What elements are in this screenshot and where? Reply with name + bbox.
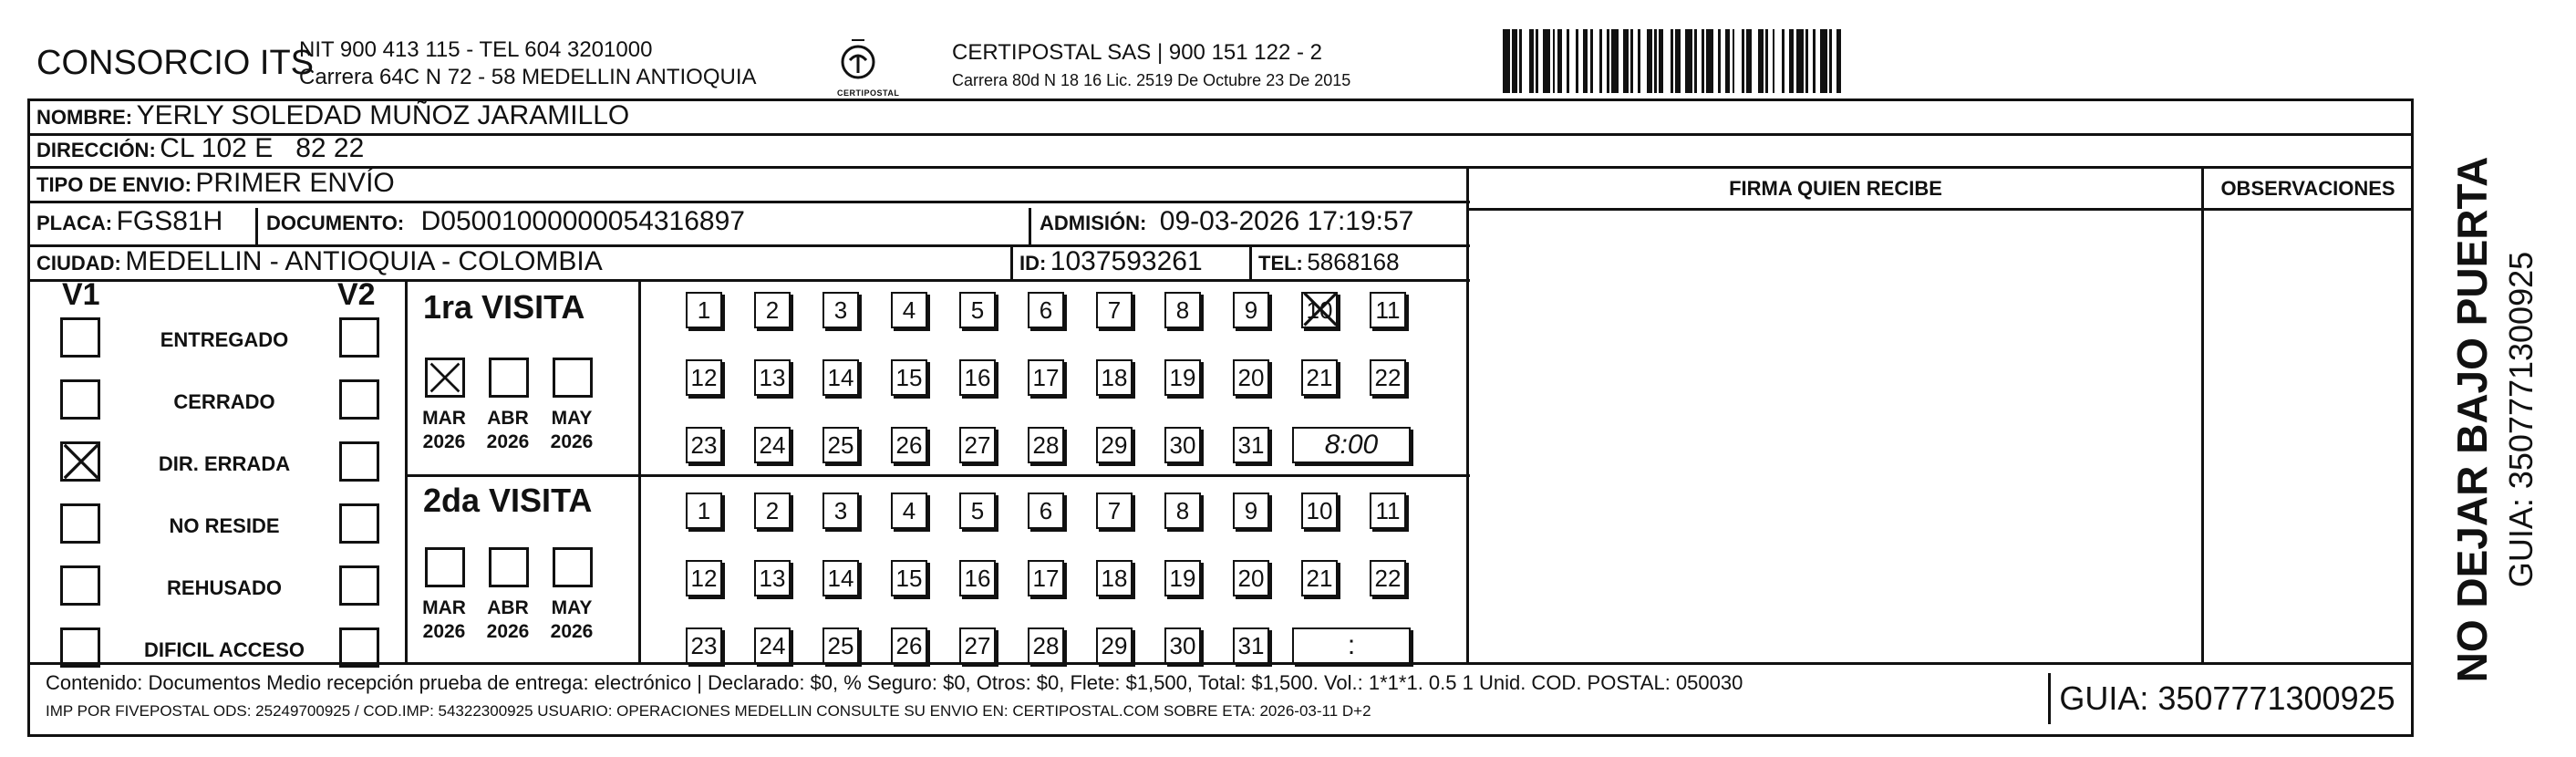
month-checkbox[interactable] xyxy=(553,547,593,587)
barcode-bar xyxy=(1774,29,1782,93)
first-visit-day[interactable]: 29 xyxy=(1096,427,1133,463)
company-contact xyxy=(299,36,757,91)
first-visit-day[interactable]: 2 xyxy=(754,292,791,328)
ciudad-label: CIUDAD: xyxy=(36,252,121,275)
month-year: 2026 xyxy=(486,621,530,642)
first-visit-day[interactable]: 10 xyxy=(1301,292,1338,328)
observaciones-title: OBSERVACIONES xyxy=(2220,177,2395,200)
second-visit-day[interactable]: 13 xyxy=(754,560,791,596)
second-visit-day[interactable]: 12 xyxy=(686,560,722,596)
second-visit-day[interactable]: 15 xyxy=(891,560,927,596)
status-label: CERRADO xyxy=(173,390,275,413)
first-visit-day[interactable]: 6 xyxy=(1028,292,1064,328)
second-visit-day[interactable]: 25 xyxy=(822,627,859,664)
barcode-bar xyxy=(1820,29,1827,93)
barcode xyxy=(1503,29,2178,93)
direccion-field xyxy=(36,133,364,164)
second-visit-day[interactable]: 19 xyxy=(1164,560,1201,596)
month-year: 2026 xyxy=(422,621,466,642)
second-visit-day[interactable]: 22 xyxy=(1370,560,1406,596)
second-visit-time-box[interactable]: : xyxy=(1292,627,1411,664)
first-visit-day[interactable]: 21 xyxy=(1301,359,1338,396)
side-panel xyxy=(2416,100,2571,739)
first-visit-day[interactable]: 11 xyxy=(1370,292,1406,328)
direccion-value: CL 102 E 82 22 xyxy=(160,133,365,163)
month-year: 2026 xyxy=(422,431,466,452)
address-line: Carrera 64C N 72 - 58 MEDELLIN ANTIOQUIA xyxy=(299,65,757,89)
placa-label: PLACA: xyxy=(36,212,113,234)
tipo-label: TIPO DE ENVIO: xyxy=(36,173,191,196)
first-visit-day[interactable]: 5 xyxy=(959,292,996,328)
barcode-bar xyxy=(1663,29,1671,93)
tipo-value: PRIMER ENVÍO xyxy=(195,168,395,198)
second-visit-day[interactable]: 29 xyxy=(1096,627,1133,664)
id-field xyxy=(1019,246,1203,277)
second-visit-day[interactable]: 8 xyxy=(1164,493,1201,529)
contenido-line: Contenido: Documentos Medio recepción prueba de entrega: electrónico | Declarado: $0, % Seguro: $0, Otros: $0, Flete: $1,500, Total: $1,500. Vol.: 1*1*1. 0.5 1 Unid. COD. POSTAL: 050030 xyxy=(46,671,1743,694)
second-visit-day[interactable]: 17 xyxy=(1028,560,1064,596)
status-label: DIFICIL ACCESO xyxy=(143,638,305,661)
second-visit-day[interactable]: 6 xyxy=(1028,493,1064,529)
first-visit-time-box[interactable]: 8:00 xyxy=(1292,427,1411,463)
v1-checkbox[interactable] xyxy=(60,565,100,606)
month-label xyxy=(412,596,476,644)
v2-checkbox[interactable] xyxy=(339,565,379,606)
admision-field xyxy=(1040,206,1413,237)
documento-label: DOCUMENTO: xyxy=(266,212,405,234)
first-visit-day[interactable]: 27 xyxy=(959,427,996,463)
no-dejar-warning: NO DEJAR BAJO PUERTA xyxy=(2448,156,2496,683)
barcode-bar xyxy=(1611,29,1619,93)
side-guia: GUIA: 3507771300925 xyxy=(2502,251,2540,588)
month-label xyxy=(540,407,604,454)
admision-label: ADMISIÓN: xyxy=(1040,212,1147,234)
second-visit-day[interactable]: 28 xyxy=(1028,627,1064,664)
first-visit-day[interactable]: 13 xyxy=(754,359,791,396)
second-visit-day[interactable]: 5 xyxy=(959,493,996,529)
v1-checkbox[interactable] xyxy=(60,379,100,420)
second-visit-day[interactable]: 27 xyxy=(959,627,996,664)
first-visit-day[interactable]: 15 xyxy=(891,359,927,396)
v1-header: V1 xyxy=(62,277,100,312)
status-label: DIR. ERRADA xyxy=(158,452,291,475)
v2-checkbox[interactable] xyxy=(339,441,379,482)
status-label: REHUSADO xyxy=(167,576,282,599)
v2-checkbox[interactable] xyxy=(339,503,379,544)
certipostal-line: CERTIPOSTAL SAS | 900 151 122 - 2 xyxy=(952,40,1322,65)
second-visit-day[interactable]: 23 xyxy=(686,627,722,664)
first-visit-title: 1ra VISITA xyxy=(423,288,585,326)
observaciones-area[interactable] xyxy=(2205,212,2411,660)
v2-checkbox[interactable] xyxy=(339,627,379,668)
second-visit-day[interactable]: 11 xyxy=(1370,493,1406,529)
guia-footer: GUIA: 3507771300925 xyxy=(2048,673,2404,724)
month-checkbox[interactable] xyxy=(553,358,593,398)
company-name: CONSORCIO ITS xyxy=(36,44,315,82)
second-visit-day[interactable]: 30 xyxy=(1164,627,1201,664)
second-visit-day[interactable]: 18 xyxy=(1096,560,1133,596)
first-visit-day[interactable]: 16 xyxy=(959,359,996,396)
first-visit-day[interactable]: 4 xyxy=(891,292,927,328)
first-visit-day[interactable]: 24 xyxy=(754,427,791,463)
first-visit-day[interactable]: 28 xyxy=(1028,427,1064,463)
month-name: ABR xyxy=(487,597,529,618)
tel-field xyxy=(1258,248,1400,276)
direccion-label: DIRECCIÓN: xyxy=(36,139,156,161)
second-visit-day[interactable]: 4 xyxy=(891,493,927,529)
second-visit-day[interactable]: 3 xyxy=(822,493,859,529)
documento-field xyxy=(266,206,745,237)
first-visit-day[interactable]: 19 xyxy=(1164,359,1201,396)
month-name: MAY xyxy=(551,597,593,618)
month-year: 2026 xyxy=(486,431,530,452)
barcode-bar xyxy=(1752,29,1759,93)
admision-value: 09-03-2026 17:19:57 xyxy=(1159,206,1414,236)
second-visit-day[interactable]: 16 xyxy=(959,560,996,596)
month-label xyxy=(540,596,604,644)
placa-field xyxy=(36,206,222,237)
tel-label: TEL: xyxy=(1258,252,1303,275)
month-label xyxy=(476,407,540,454)
month-label xyxy=(476,596,540,644)
second-visit-day[interactable]: 9 xyxy=(1233,493,1269,529)
second-visit-day[interactable]: 1 xyxy=(686,493,722,529)
barcode-bar xyxy=(1569,29,1577,93)
nombre-field xyxy=(36,100,629,131)
first-visit-day[interactable]: 12 xyxy=(686,359,722,396)
ciudad-field xyxy=(36,246,603,277)
barcode-bar xyxy=(1685,29,1692,93)
v1-checkbox[interactable] xyxy=(60,441,100,482)
barcode-bar xyxy=(1503,29,1510,93)
nombre-label: NOMBRE: xyxy=(36,106,133,129)
first-visit-day[interactable]: 30 xyxy=(1164,427,1201,463)
month-label xyxy=(412,407,476,454)
tel-value: 5868168 xyxy=(1307,248,1400,275)
v2-checkbox[interactable] xyxy=(339,379,379,420)
v2-checkbox[interactable] xyxy=(339,317,379,358)
first-visit-day[interactable]: 25 xyxy=(822,427,859,463)
month-checkbox[interactable] xyxy=(425,547,465,587)
second-visit-day[interactable]: 7 xyxy=(1096,493,1133,529)
first-visit-day[interactable]: 8 xyxy=(1164,292,1201,328)
first-visit-day[interactable]: 31 xyxy=(1233,427,1269,463)
barcode-bar xyxy=(1796,29,1804,93)
tipo-field xyxy=(36,168,395,199)
v1-checkbox[interactable] xyxy=(60,627,100,668)
first-visit-day[interactable]: 17 xyxy=(1028,359,1064,396)
month-name: MAR xyxy=(422,408,466,429)
month-name: ABR xyxy=(487,408,529,429)
firma-title: FIRMA QUIEN RECIBE xyxy=(1729,177,1942,200)
month-year: 2026 xyxy=(550,621,594,642)
imp-line: IMP POR FIVEPOSTAL ODS: 25249700925 / COD.IMP: 54322300925 USUARIO: OPERACIONES MEDELLIN CONSULTE SU ENVIO EN: CERTIPOSTAL.COM SOBRE ETA: 2026-03-11 D+2 xyxy=(46,702,1371,720)
month-checkbox[interactable] xyxy=(489,358,529,398)
first-visit-day[interactable]: 14 xyxy=(822,359,859,396)
second-visit-day[interactable]: 21 xyxy=(1301,560,1338,596)
nit-line: NIT 900 413 115 - TEL 604 3201000 xyxy=(299,37,653,62)
barcode-bar xyxy=(1706,29,1713,93)
second-visit-day[interactable]: 31 xyxy=(1233,627,1269,664)
id-value: 1037593261 xyxy=(1050,246,1203,276)
certipostal-logo-icon xyxy=(832,36,885,88)
month-year: 2026 xyxy=(550,431,594,452)
barcode-bar xyxy=(1841,29,1844,93)
status-label: NO RESIDE xyxy=(169,514,280,537)
barcode-bar xyxy=(1734,29,1742,93)
second-visit-day[interactable]: 24 xyxy=(754,627,791,664)
first-visit-day[interactable]: 18 xyxy=(1096,359,1133,396)
barcode-bar xyxy=(1522,29,1529,93)
second-visit-day[interactable]: 2 xyxy=(754,493,791,529)
month-checkbox[interactable] xyxy=(425,358,465,398)
month-name: MAY xyxy=(551,408,593,429)
first-visit-day[interactable]: 26 xyxy=(891,427,927,463)
status-label: ENTREGADO xyxy=(160,328,289,351)
first-visit-day[interactable]: 7 xyxy=(1096,292,1133,328)
nombre-value: YERLY SOLEDAD MUÑOZ JARAMILLO xyxy=(136,100,630,130)
first-visit-day[interactable]: 23 xyxy=(686,427,722,463)
first-visit-day[interactable]: 3 xyxy=(822,292,859,328)
month-name: MAR xyxy=(422,597,466,618)
barcode-bar xyxy=(1640,29,1648,93)
id-label: ID: xyxy=(1019,252,1047,275)
v1-checkbox[interactable] xyxy=(60,317,100,358)
first-visit-day[interactable]: 20 xyxy=(1233,359,1269,396)
first-visit-day[interactable]: 1 xyxy=(686,292,722,328)
second-visit-day[interactable]: 10 xyxy=(1301,493,1338,529)
certipostal-address: Carrera 80d N 18 16 Lic. 2519 De Octubre 23 De 2015 xyxy=(952,71,1351,89)
v2-header: V2 xyxy=(337,277,376,312)
second-visit-day[interactable]: 26 xyxy=(891,627,927,664)
first-visit-day[interactable]: 9 xyxy=(1233,292,1269,328)
placa-value: FGS81H xyxy=(116,206,223,236)
logo-caption: CERTIPOSTAL xyxy=(837,88,900,98)
barcode-bar xyxy=(1543,29,1550,93)
second-visit-title: 2da VISITA xyxy=(423,482,593,519)
barcode-bar xyxy=(1593,29,1600,93)
first-visit-day[interactable]: 22 xyxy=(1370,359,1406,396)
month-checkbox[interactable] xyxy=(489,547,529,587)
documento-value: D05001000000054316897 xyxy=(420,206,745,236)
v1-checkbox[interactable] xyxy=(60,503,100,544)
second-visit-day[interactable]: 14 xyxy=(822,560,859,596)
signature-area[interactable] xyxy=(1470,212,2199,660)
second-visit-day[interactable]: 20 xyxy=(1233,560,1269,596)
ciudad-value: MEDELLIN - ANTIOQUIA - COLOMBIA xyxy=(125,246,603,276)
